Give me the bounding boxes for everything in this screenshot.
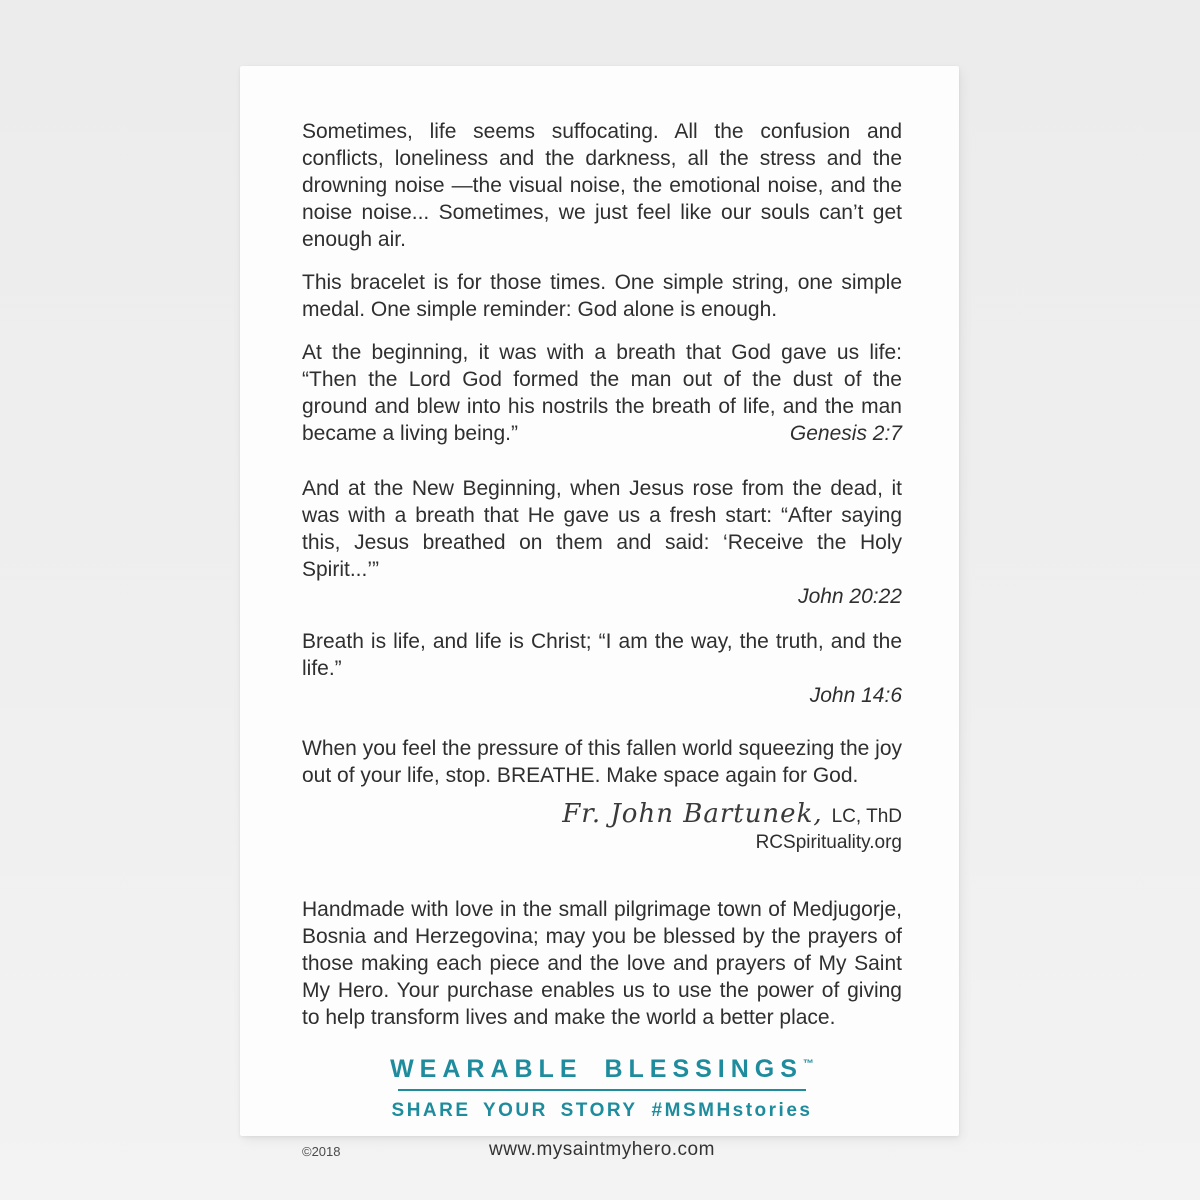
printed-card <box>240 66 959 1160</box>
body-paragraph-suffocating <box>302 118 902 253</box>
trademark-symbol: ™ <box>802 1058 814 1070</box>
scripture-citation-john-20-22: John 20:22 <box>798 585 902 608</box>
brand-name: WEARABLE BLESSINGS <box>390 1055 803 1083</box>
website-url: www.mysaintmyhero.com <box>489 1139 715 1160</box>
paragraph-text: Breath is life, and life is Christ; “I am the way, the truth, and the life.” <box>302 630 902 680</box>
paragraph-text: And at the New Beginning, when Jesus rose from the dead, it was with a breath that He gave us a fresh start: “After saying this, Jesus breathed on them and said: ‘Receive the Holy Spirit...’” <box>302 477 902 581</box>
paragraph-text: Handmade with love in the small pilgrimage town of Medjugorje, Bosnia and Herzegovina; may you be blessed by the prayers of those making each piece and the love and prayers of My Saint My Hero. Your purchase enables us to use the power of giving to help transform lives and make the world a better place. <box>302 898 902 1029</box>
card-content <box>240 66 959 1165</box>
scripture-citation-genesis: Genesis 2:7 <box>789 422 902 445</box>
hashtag-text: #MSMHstories <box>651 1100 813 1121</box>
scripture-citation-john-14-6: John 14:6 <box>809 684 902 707</box>
body-paragraph-breathe <box>302 735 902 789</box>
author-signature <box>302 799 902 829</box>
paragraph-text: This bracelet is for those times. One simple string, one simple medal. One simple reminder: God alone is enough. <box>302 271 902 321</box>
body-paragraph-breath-is-life <box>302 628 902 682</box>
paragraph-text: Sometimes, life seems suffocating. All the confusion and conflicts, loneliness and the darkness, all the stress and the drowning noise —the visual noise, the emotional noise, and the noise noise... Sometimes, we just feel like our souls can’t get enough air. <box>302 120 902 251</box>
signature-website: RCSpirituality.org <box>755 832 902 853</box>
signature-name: Fr. John Bartunek, <box>562 799 823 829</box>
brand-wordmark <box>302 1055 902 1084</box>
brand-underline-divider <box>398 1089 806 1091</box>
body-paragraph-genesis-quote <box>302 339 902 447</box>
body-paragraph-handmade <box>302 896 902 1031</box>
paragraph-text: When you feel the pressure of this fallen world squeezing the joy out of your life, stop. BREATHE. Make space again for God. <box>302 737 903 787</box>
paragraph-text: At the beginning, it was with a breath that God gave us life: “Then the Lord God formed the man out of the dust of the ground and blew into his nostrils the breath of life, and the man became a living being.” <box>302 341 902 445</box>
brand-block <box>302 1055 902 1122</box>
signature-credentials: LC, ThD <box>831 806 902 827</box>
tagline-row <box>302 1100 902 1122</box>
copyright-notice: ©2018 <box>302 1144 341 1159</box>
footer-row <box>302 1139 902 1165</box>
body-paragraph-john-quote <box>302 475 902 583</box>
tagline-text: SHARE YOUR STORY <box>391 1100 638 1121</box>
body-paragraph-bracelet <box>302 269 902 323</box>
